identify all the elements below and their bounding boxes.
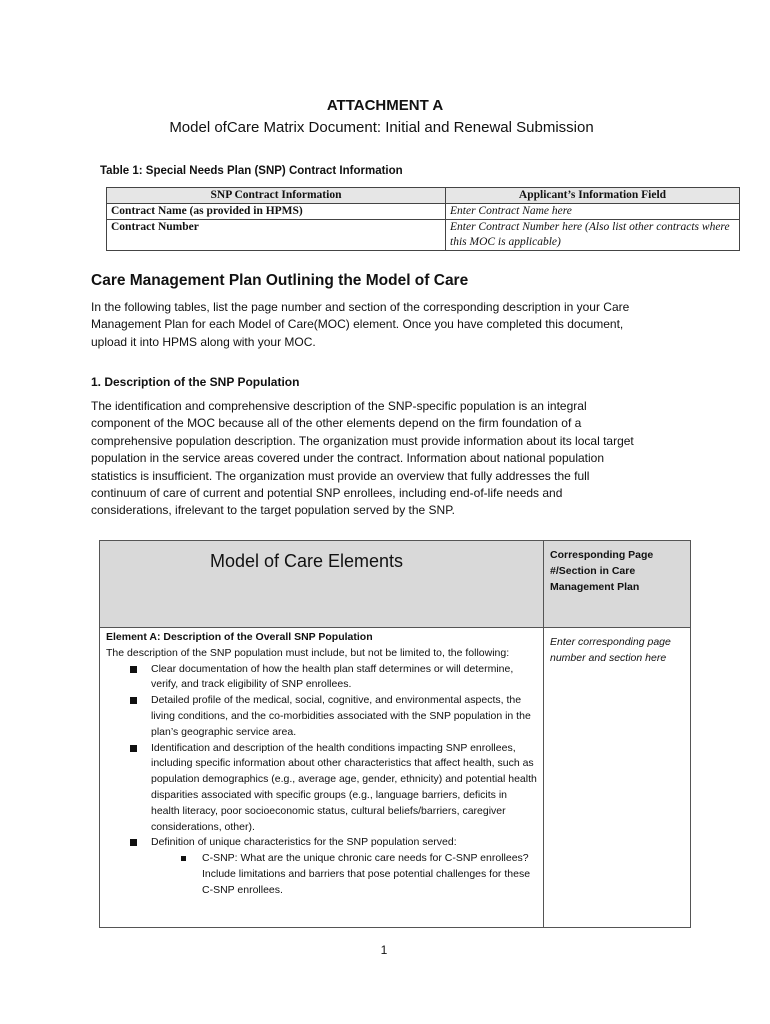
element-a-intro: The description of the SNP population must include, but not be limited to, the following:: [106, 646, 510, 659]
corresponding-page-header: Corresponding Page #/Section in Care Management Plan: [550, 549, 654, 593]
moc-table-title: Model of Care Elements: [209, 551, 404, 571]
table-row: [107, 204, 740, 220]
section-heading: Care Management Plan Outlining the Model of Care: [91, 272, 469, 289]
list-item: Identification and description of the health conditions impacting SNP enrollees, including specific information about other characteristics that affect health, such as population demographics (e.g., average age, gender, ethnicity) and potential health disparities associated with specific groups (e.g., language barriers, deficits in health literacy, poor socioeconomic status, cultural beliefs/barriers, caregiver considerations, other).: [151, 741, 537, 836]
table1-col1-header: SNP Contract Information: [107, 188, 446, 204]
list-item: Detailed profile of the medical, social, cognitive, and environmental aspects, the living conditions, and the co-morbidities associated with the SNP population in the plan’s geographic service area.: [151, 693, 537, 740]
element-a-cell: [100, 628, 544, 928]
list-item-text: Definition of unique characteristics for the SNP population served:: [151, 836, 457, 849]
page-section-field[interactable]: Enter corresponding page number and section here: [544, 628, 691, 928]
list-item: [151, 835, 537, 898]
moc-elements-table: [99, 540, 691, 928]
contract-number-field[interactable]: Enter Contract Number here (Also list other contracts where this MOC is applicable): [446, 220, 740, 251]
contract-name-field[interactable]: Enter Contract Name here: [446, 204, 740, 220]
description-paragraph: The identification and comprehensive description of the SNP-specific population is an integral component of the MOC because all of the other elements depend on the firm foundation of a comprehensive population description. The organization must provide information about its local target population in the service areas covered under the contract. Information about national population statistics is insufficient. The organization must provide an overview that fully addresses the full continuum of care of current and potential SNP enrollees, including end-of-life needs and considerations, ifrelevant to the target population served by the SNP.: [91, 399, 634, 518]
page-number: 1: [380, 943, 388, 957]
snp-contract-table: [106, 187, 740, 251]
attachment-title: ATTACHMENT A: [326, 97, 444, 114]
sub-heading: 1. Description of the SNP Population: [91, 375, 300, 389]
table1-col2-header: Applicant’s Information Field: [446, 188, 740, 204]
sub-list-item: C-SNP: What are the unique chronic care needs for C-SNP enrollees? Include limitations and barriers that pose potential challenges for these C-SNP enrollees.: [202, 851, 537, 898]
attachment-subtitle: Model ofCare Matrix Document: Initial and Renewal Submission: [169, 119, 594, 136]
contract-number-label: Contract Number: [107, 220, 446, 251]
table-row: [107, 220, 740, 251]
intro-paragraph: In the following tables, list the page number and section of the corresponding description in your Care Management Plan for each Model of Care(MOC) element. Once you have completed this document, upload it into HPMS along with your MOC.: [91, 300, 630, 349]
sub-bullets: [151, 851, 537, 898]
element-a-title: Element A: Description of the Overall SNP Population: [106, 631, 373, 643]
table1-caption: Table 1: Special Needs Plan (SNP) Contract Information: [100, 165, 403, 177]
list-item: Clear documentation of how the health plan staff determines or will determine, verify, and track eligibility of SNP enrollees.: [151, 662, 537, 694]
contract-name-label: Contract Name (as provided in HPMS): [107, 204, 446, 220]
element-a-bullets: [106, 662, 537, 899]
